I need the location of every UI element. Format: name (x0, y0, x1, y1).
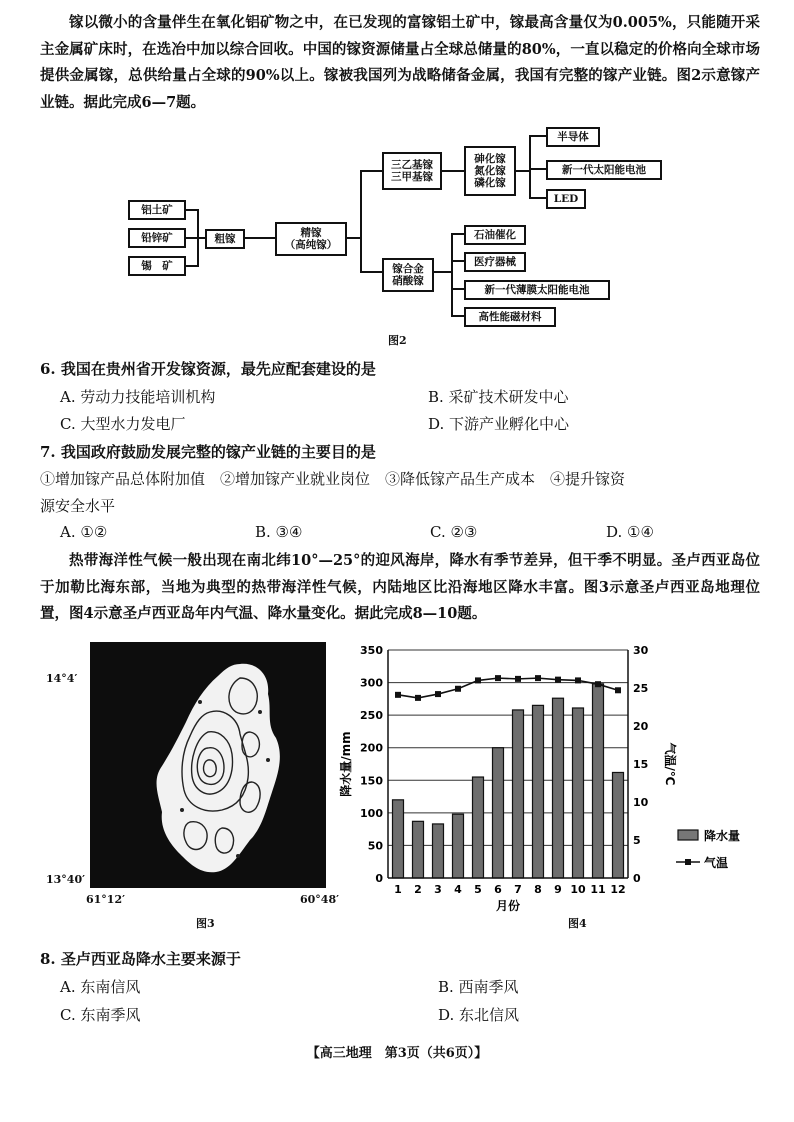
temperature-point (415, 695, 421, 701)
q6-option-b[interactable]: B. 采矿技术研发中心 (428, 388, 569, 406)
precip-bar (593, 684, 604, 878)
y-tick-label: 150 (360, 774, 383, 788)
x-tick-label: 2 (414, 883, 422, 896)
q7-option-b[interactable]: B. ③④ (255, 523, 303, 541)
box-organic-gallium (382, 152, 442, 190)
y-tick-label: 250 (360, 709, 383, 723)
temperature-line (398, 678, 618, 698)
intro-paragraph-saint-lucia: 热带海洋性气候一般出现在南北纬10°—25°的迎风海岸，降水有季节差异，但干季不明显。圣卢西亚岛位于加勒比海东部，当地为典型的热带海洋性气候，内陆地区比沿海地区降水丰富。图3示意圣卢西亚岛地理位置，图4示意圣卢西亚岛年内气温、降水量变化。据此完成8—10题。 (40, 552, 760, 622)
precip-bar (453, 814, 464, 878)
climate-chart-svg (330, 640, 770, 940)
x-tick-label: 11 (590, 883, 606, 896)
box-petroleum-catalysis: 石油催化 (464, 225, 526, 245)
saint-lucia-map (90, 642, 326, 888)
x-tick-label: 12 (610, 883, 626, 896)
question-8-stem: 8. 圣卢西亚岛降水主要来源于 (40, 950, 241, 968)
question-7-items-line1: ①增加镓产品总体附加值 ②增加镓产业就业岗位 ③降低镓产品生产成本 ④提升镓资 (40, 470, 626, 488)
temperature-point (595, 681, 601, 687)
q7-option-c[interactable]: C. ②③ (430, 523, 478, 541)
precip-bar (493, 748, 504, 878)
box-tin: 锡 矿 (128, 256, 186, 276)
box-semiconductor: 半导体 (546, 127, 600, 147)
temperature-point (535, 675, 541, 681)
page-footer: 【高三地理 第3页（共6页）】 (306, 1046, 488, 1061)
q7-option-d[interactable]: D. ①④ (606, 523, 654, 541)
y-tick-label: 200 (360, 741, 383, 755)
y-tick-label: 50 (367, 839, 383, 853)
question-7-items-line2: 源安全水平 (40, 497, 116, 515)
temperature-point (395, 692, 401, 698)
x-tick-label: 6 (494, 883, 502, 896)
box-refined-gallium (275, 222, 347, 256)
y2-tick-label: 25 (633, 682, 649, 695)
compound-label-3: 磷化镓 (474, 177, 506, 189)
legend-line-marker (685, 859, 691, 865)
chart-xlabel: 月份 (495, 899, 521, 913)
temperature-point (435, 691, 441, 697)
compound-label-2: 氮化镓 (474, 165, 506, 177)
y-tick-label: 100 (360, 806, 383, 820)
figure-2-caption: 图2 (388, 334, 407, 347)
q6-option-a[interactable]: A. 劳动力技能培训机构 (60, 388, 216, 406)
map-lat-top: 14°4′ (46, 672, 78, 685)
precip-bar (433, 824, 444, 878)
q8-option-a[interactable]: A. 东南信风 (60, 978, 141, 996)
intro-paragraph-gallium: 镓以微小的含量伴生在氧化铝矿物之中，在已发现的富镓铝土矿中，镓最高含量仅为0.005%，只能随开采主金属矿床时，在选冶中加以综合回收。中国的镓资源储量占全球总储量的80%，一直以稳定的价格向全球市场提供金属镓，总供给量占全球的90%以上。镓被我国列为战略储备金属，我国有完整的镓产业链。图2示意镓产业链。据此完成6—7题。 (40, 14, 760, 111)
chart-ylabel: 降水量/mm (339, 731, 353, 797)
temperature-point (515, 676, 521, 682)
compound-label-1: 砷化镓 (474, 153, 506, 165)
precip-bar (473, 777, 484, 878)
temperature-point (455, 686, 461, 692)
map-lon-left: 61°12′ (86, 893, 126, 906)
temperature-point (615, 687, 621, 693)
map-lat-bottom: 13°40′ (46, 873, 86, 886)
box-magnetic-material: 高性能磁材料 (464, 307, 556, 327)
x-tick-label: 4 (454, 883, 462, 896)
temperature-point (555, 677, 561, 683)
x-tick-label: 5 (474, 883, 482, 896)
temperature-point (495, 675, 501, 681)
box-led: LED (546, 189, 586, 209)
organic-label-1: 三乙基镓 (391, 159, 433, 171)
question-6-stem: 6. 我国在贵州省开发镓资源，最先应配套建设的是 (40, 360, 376, 378)
box-thin-film-solar: 新一代薄膜太阳能电池 (464, 280, 610, 300)
refined-sub-label: （高纯镓） (284, 239, 338, 251)
precip-bar (513, 710, 524, 878)
box-lead-zinc: 铅锌矿 (128, 228, 186, 248)
y2-tick-label: 15 (633, 758, 649, 771)
q8-option-b[interactable]: B. 西南季风 (438, 978, 519, 996)
box-bauxite: 铝土矿 (128, 200, 186, 220)
question-7-stem: 7. 我国政府鼓励发展完整的镓产业链的主要目的是 (40, 443, 376, 461)
y-tick-label: 300 (360, 676, 383, 690)
q7-option-a[interactable]: A. ①② (60, 523, 108, 541)
organic-label-2: 三甲基镓 (391, 171, 433, 183)
y2-tick-label: 5 (633, 834, 641, 847)
x-tick-label: 1 (394, 883, 402, 896)
temperature-point (475, 677, 481, 683)
y-tick-label: 350 (360, 644, 383, 657)
precip-bar (613, 772, 624, 878)
y2-tick-label: 0 (633, 872, 641, 885)
y2-tick-label: 20 (633, 720, 649, 733)
y-tick-label: 0 (375, 872, 383, 885)
q6-option-d[interactable]: D. 下游产业孵化中心 (428, 415, 570, 433)
chart-y2label: 气温/℃ (663, 742, 677, 786)
x-tick-label: 10 (570, 883, 586, 896)
refined-label: 精镓 (300, 227, 322, 239)
map-lon-right: 60°48′ (300, 893, 340, 906)
figure-3-caption: 图3 (196, 917, 215, 930)
x-tick-label: 8 (534, 883, 542, 896)
legend-precip-label: 降水量 (704, 829, 741, 843)
y2-tick-label: 10 (633, 796, 649, 809)
figure-4-caption: 图4 (568, 917, 587, 930)
x-tick-label: 7 (514, 883, 522, 896)
precip-bar (553, 698, 564, 878)
q8-option-d[interactable]: D. 东北信风 (438, 1006, 520, 1024)
x-tick-label: 3 (434, 883, 442, 896)
x-tick-label: 9 (554, 883, 562, 896)
q8-option-c[interactable]: C. 东南季风 (60, 1006, 141, 1024)
precip-bar (413, 821, 424, 878)
q6-option-c[interactable]: C. 大型水力发电厂 (60, 415, 186, 433)
precip-bar (533, 705, 544, 878)
legend-bar-swatch (678, 830, 698, 840)
box-solar-cell: 新一代太阳能电池 (546, 160, 662, 180)
box-medical-equipment: 医疗器械 (464, 252, 526, 272)
legend-temp-label: 气温 (704, 856, 729, 870)
precip-bar (573, 708, 584, 878)
chart-legend (676, 828, 740, 870)
temperature-point (575, 677, 581, 683)
box-crude-gallium: 粗镓 (205, 229, 245, 249)
y2-tick-label: 30 (633, 644, 649, 657)
precip-bar (393, 800, 404, 878)
box-gallium-alloy (382, 258, 434, 292)
alloy-label-2: 硝酸镓 (392, 275, 424, 287)
box-gallium-compounds (464, 146, 516, 196)
alloy-label-1: 镓合金 (392, 263, 424, 275)
